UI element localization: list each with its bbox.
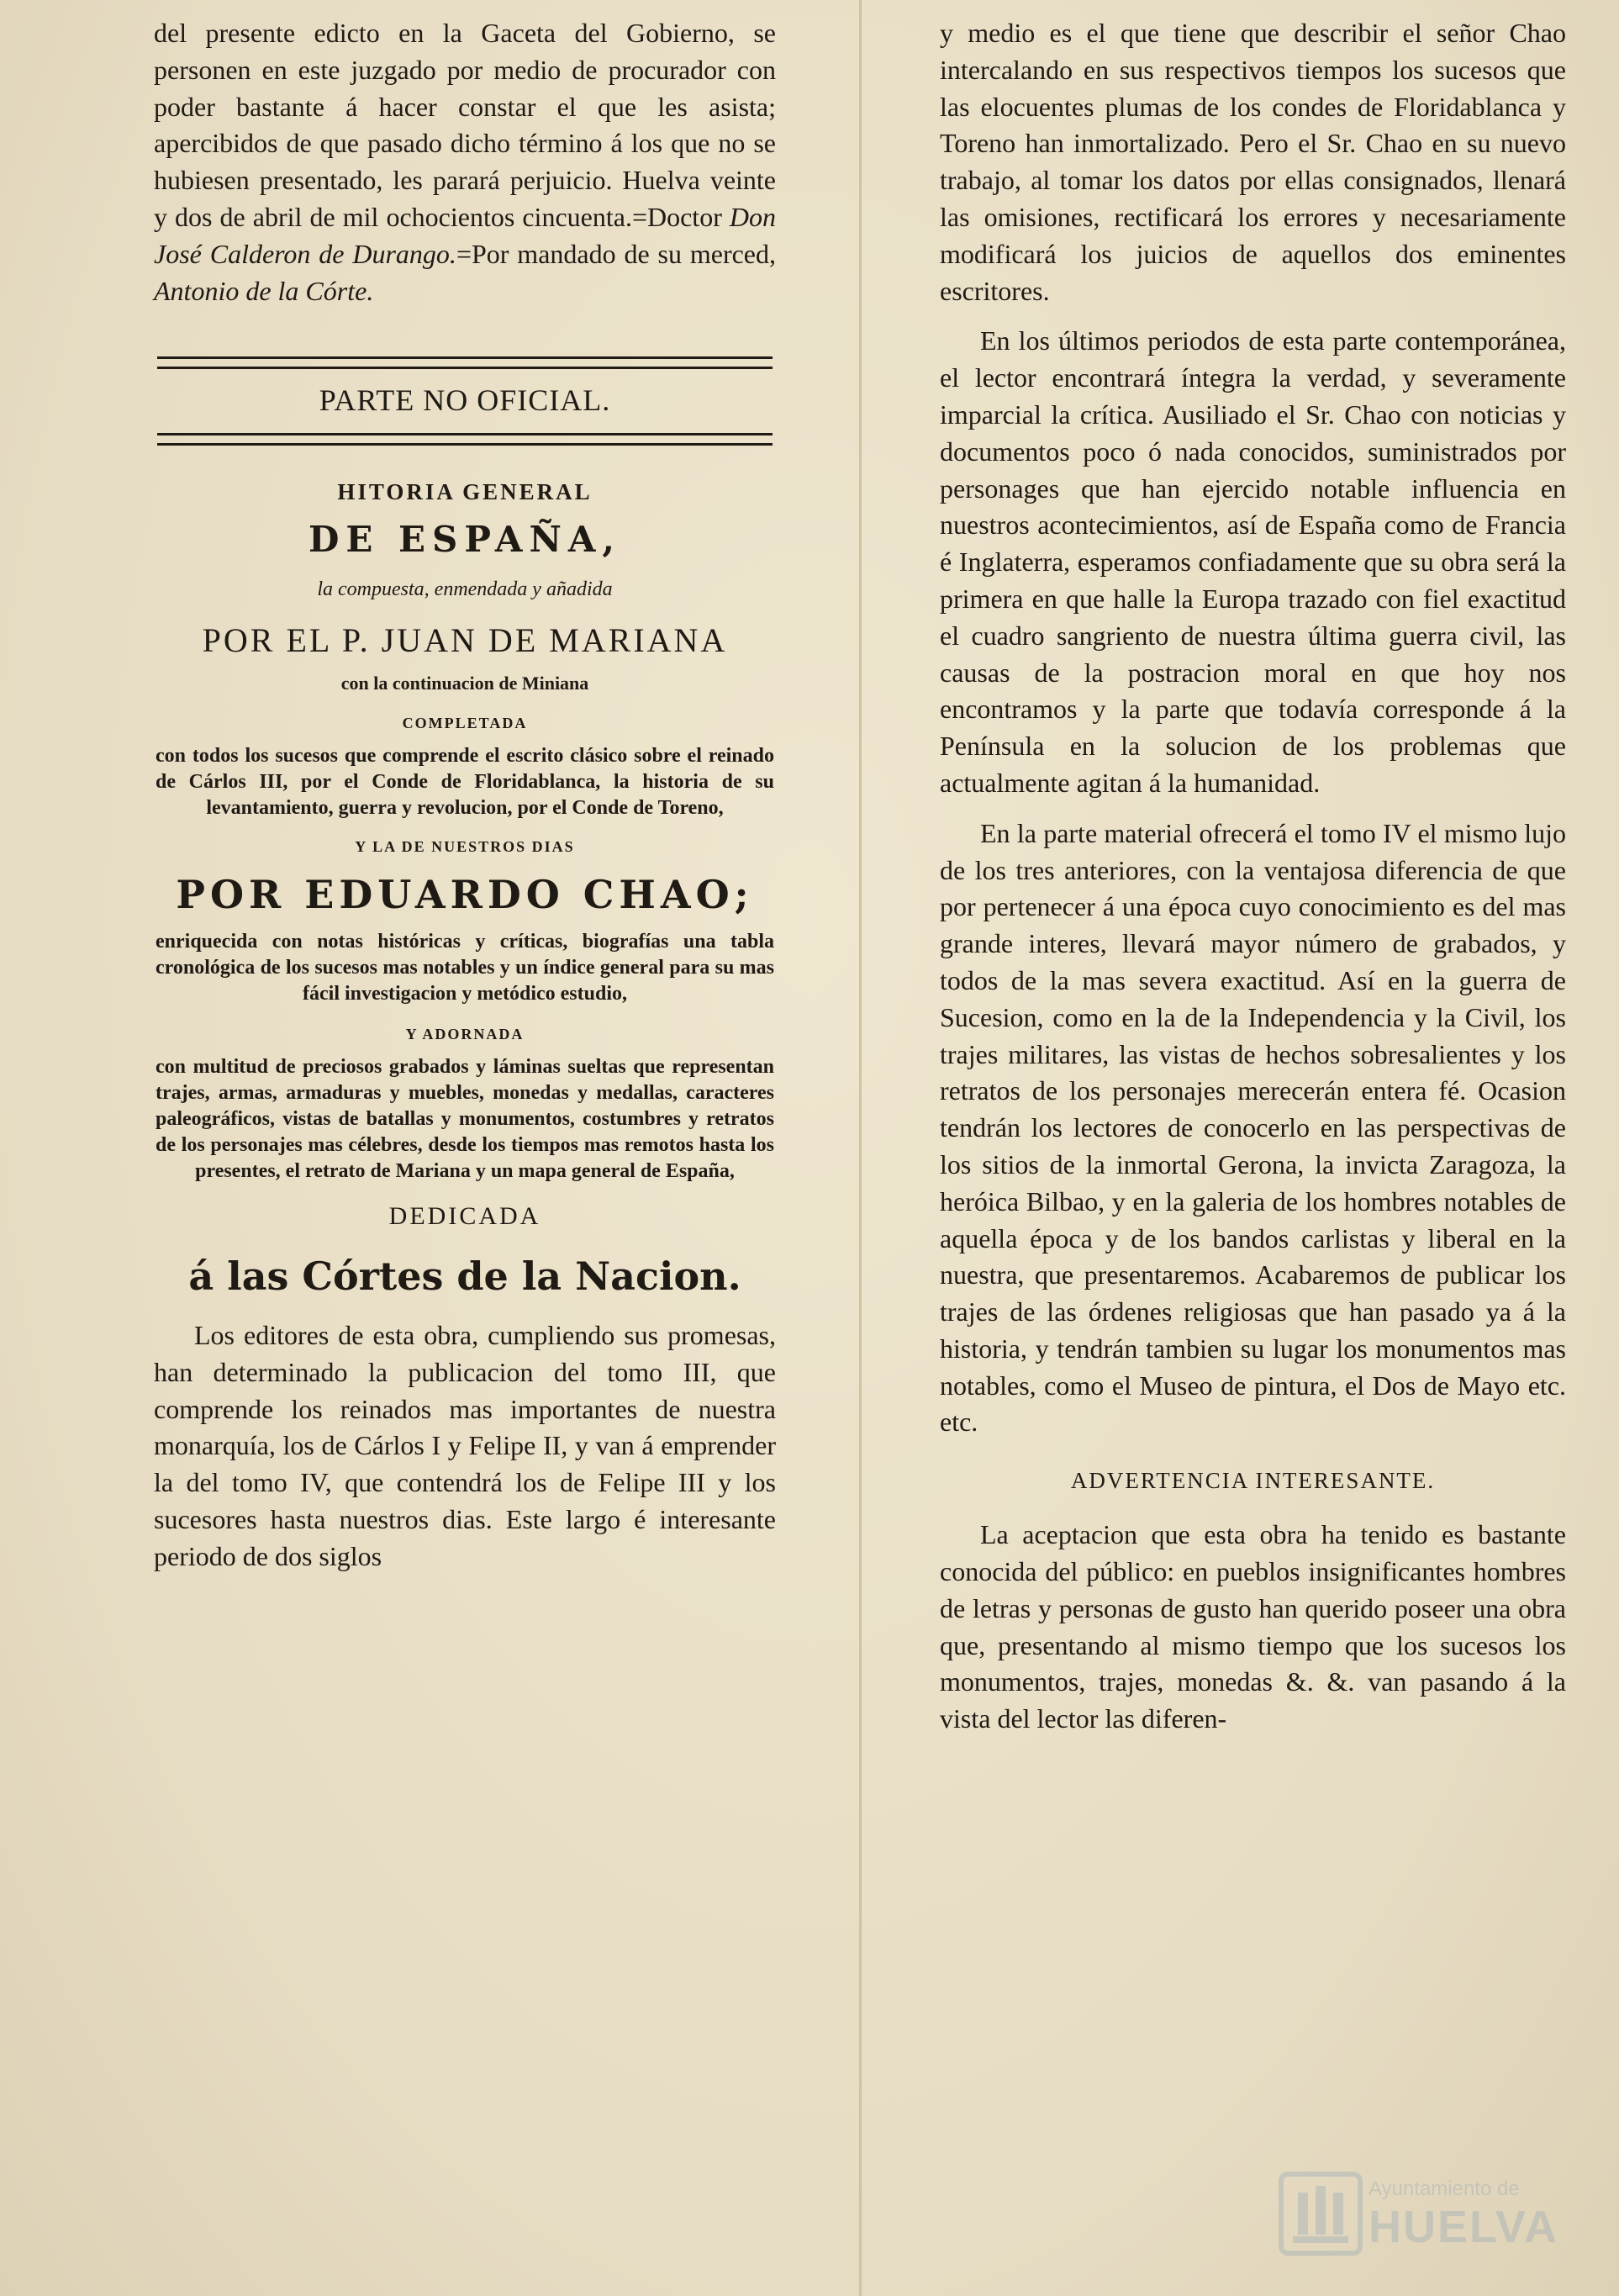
- subtitle: la compuesta, enmendada y añadida: [317, 578, 613, 601]
- chao-paragraph: y medio es el que tiene que describir el señor Chao intercalando en sus respectivos tiempos los sucesos que las elocuentes plumas de los condes de Floridablanca y Toreno han inmortalizado. Pero el Sr. Chao en su nuevo trabajo, al tomar los datos por ellas consignados, llenará las omisiones, rectificará los errores y necesariamente modificará los juicios de aquellos dos eminentes escritores.: [940, 18, 1566, 306]
- section-rule-top: [157, 356, 773, 369]
- title-line-2: DE ESPAÑA,: [308, 519, 622, 561]
- mandate-text: =Por mandado de su merced,: [456, 238, 777, 269]
- eduardo-chao-line: POR EDUARDO CHAO;: [176, 871, 754, 917]
- nuestros-dias-heading: Y LA DE NUESTROS DIAS: [355, 837, 575, 855]
- edict-text: del presente edicto en la Gaceta del Gobierno, se personen en este juzgado por medio de procurador con poder bastante á hacer constar el que les asista; apercibidos de que pasado dicho término á los que no se hubiesen presentado, les parará perjuicio. Huelva veinte y dos de abril de mil ochocientos cincuenta.=Doctor: [154, 18, 776, 232]
- enriquecida-text: enriquecida con notas históricas y críticas, biografías una tabla cronológica de los sucesos mas notables y un índice general para su mas fácil investigacion y metódico estudio,: [156, 930, 774, 1005]
- watermark-big-text: HUELVA: [1369, 2202, 1558, 2252]
- adornada-heading: Y ADORNADA: [405, 1025, 525, 1042]
- right-column: [940, 15, 1566, 1738]
- clerk-signature: Antonio de la Córte.: [154, 275, 374, 306]
- author-line: POR EL P. JUAN DE MARIANA: [202, 620, 728, 659]
- cortes-line: á las Córtes de la Nacion.: [188, 1253, 741, 1299]
- dedicada-heading: DEDICADA: [388, 1201, 541, 1230]
- editors-paragraph: Los editores de esta obra, cumpliendo sus promesas, han determinado la publicacion del tomo III, que comprende los reinados mas importantes de nuestra monarquía, los de Cárlos I y Felipe II, y van á emprender la del tomo IV, que contendrá los de Felipe III y los sucesores hasta nuestros dias. Este largo é interesante periodo de dos siglos: [154, 1319, 776, 1571]
- aceptacion-paragraph: La aceptacion que esta obra ha tenido es bastante conocida del público: en pueblos insignificantes hombres de letras y personas de gusto han querido poseer una obra que, presentando al mismo tiempo que los sucesos los monumentos, trajes, monedas &. &. van pasando á la vista del lector las diferen-: [940, 1519, 1566, 1734]
- left-column: [154, 15, 776, 1576]
- section-rule-bottom: [157, 433, 773, 446]
- completada-text: con todos los sucesos que comprende el escrito clásico sobre el reinado de Cárlos III, por el Conde de Floridablanca, la historia de su levantamiento, guerra y revolucion, por el Conde de Toreno,: [156, 744, 774, 819]
- advertencia-heading: ADVERTENCIA INTERESANTE.: [1070, 1468, 1436, 1494]
- completada-heading: COMPLETADA: [402, 714, 528, 731]
- huelva-watermark: [1274, 2159, 1560, 2268]
- continuation-line: con la continuacion de Miniana: [340, 672, 589, 694]
- edict-paragraph: [154, 15, 776, 309]
- huelva-crest-icon: [1274, 2167, 1367, 2260]
- contemporary-paragraph: En los últimos periodos de esta parte contemporánea, el lector encontrará íntegra la verdad, y severamente imparcial la crítica. Ausiliado el Sr. Chao con noticias y documentos poco ó nada conocidos, suministrados por personages que han ejercido notable influencia en nuestros acontecimientos, así de España como de Francia é Inglaterra, esperamos confiadamente que su obra será la primera en que halle la Europa trazado con fiel exactitud el cuadro sangriento de nuestra última guerra civil, las causas de la postracion moral en que hoy nos encontramos y la parte que todavía corresponde á la Península en la solucion de los problemas que actualmente agitan á la humanidad.: [940, 325, 1566, 798]
- column-divider: [859, 0, 862, 2296]
- adornada-text: con multitud de preciosos grabados y láminas sueltas que representan trajes, armas, armaduras y muebles, monedas y medallas, caracteres paleográficos, vistas de batallas y monumentos, costumbres y retratos de los personajes mas célebres, desde los tiempos mas remotos hasta los presentes, el retrato de Mariana y un mapa general de España,: [156, 1055, 774, 1182]
- judge-signature: Don José Calderon de Durango.: [154, 201, 776, 269]
- title-line-1: HITORIA GENERAL: [337, 479, 593, 505]
- section-heading: PARTE NO OFICIAL.: [319, 383, 611, 418]
- material-paragraph: En la parte material ofrecerá el tomo IV el mismo lujo de los tres anteriores, con la ventajosa diferencia de que por pertenecer á una época cuyo conocimiento es del mas grande interes, llevará mayor número de grabados, y todos de la mas severa exactitud. Así en la guerra de Sucesion, como en la de la Independencia y la Civil, los trajes militares, las vistas de hechos sobresalientes y los retratos de los personajes merecerán entera fé. Ocasion tendrán los lectores de conocerlo en las perspectivas de los sitios de la inmortal Gerona, la invicta Zaragoza, la heróica Bilbao, y en la galeria de los hombres notables de aquella época y de los bandos carlistas y liberal en la nuestra, que presentaremos. Acabaremos de publicar los trajes de las órdenes religiosas que han pasado ya á la historia, y tendrán tambien su lugar los monumentos mas notables, como el Museo de pintura, el Dos de Mayo etc. etc.: [940, 817, 1566, 1438]
- watermark-small-text: Ayuntamiento de: [1369, 2177, 1520, 2200]
